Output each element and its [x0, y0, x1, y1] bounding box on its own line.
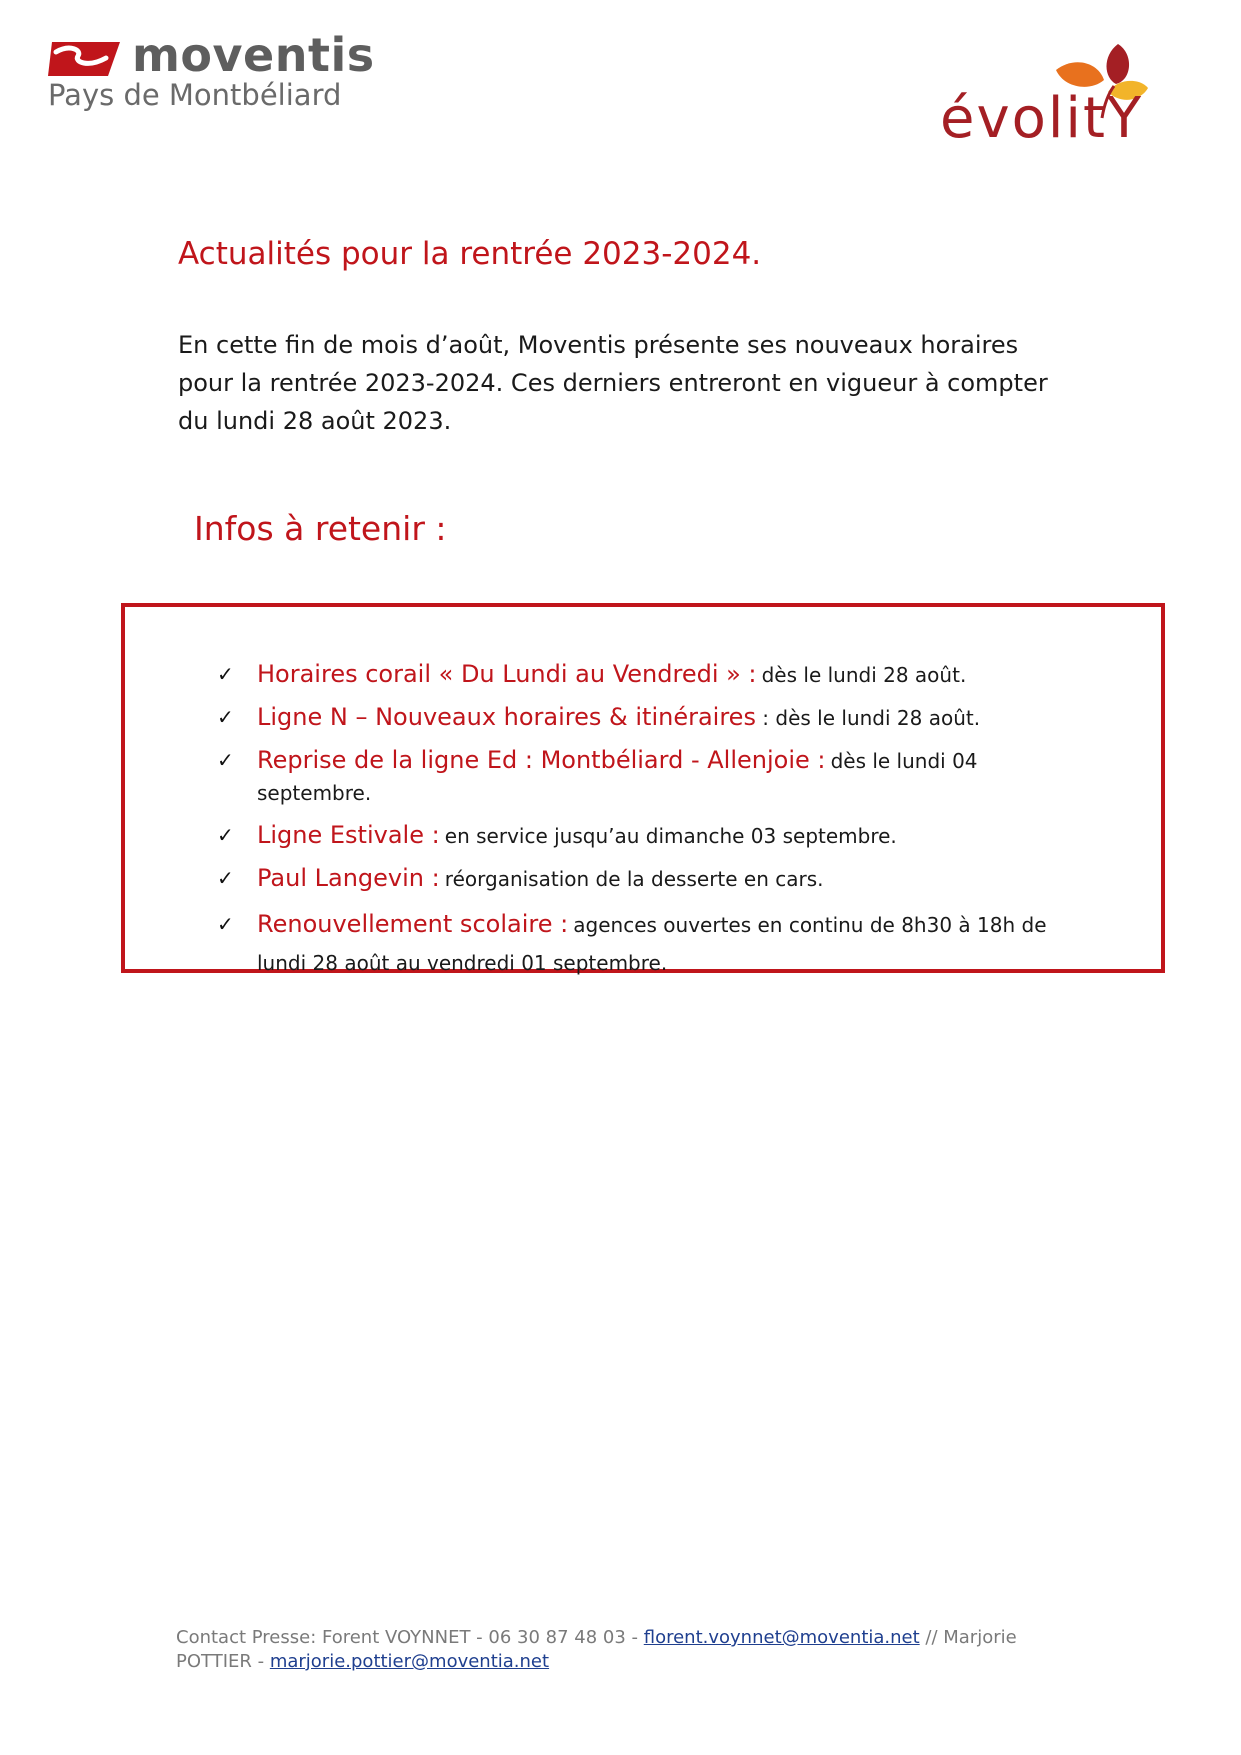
list-item: [217, 820, 1077, 853]
email-link-florent[interactable]: florent.voynnet@moventia.net: [643, 1627, 920, 1648]
info-box: [121, 603, 1165, 973]
item-text: réorganisation de la desserte en cars.: [444, 867, 824, 891]
infos-heading: Infos à retenir :: [194, 509, 447, 548]
list-item: [217, 702, 1077, 735]
document-title: Actualités pour la rentrée 2023-2024.: [178, 236, 762, 272]
item-label: Horaires corail « Du Lundi au Vendredi » :: [257, 660, 757, 688]
list-item: [217, 863, 1077, 896]
contact-middle: // Marjorie POTTIER -: [176, 1627, 1017, 1672]
brand-name: moventis: [132, 28, 375, 82]
list-item: [217, 745, 1077, 810]
item-label: Ligne N – Nouveaux horaires & itinéraires: [257, 703, 756, 731]
info-list: [217, 659, 1077, 993]
item-text: agences ouvertes en continu de 8h30 à 18h de lundi 28 août au vendredi 01 septembre.: [257, 913, 1047, 975]
item-label: Ligne Estivale :: [257, 821, 440, 849]
item-label: Paul Langevin :: [257, 864, 440, 892]
item-text: : dès le lundi 28 août.: [755, 706, 981, 730]
moventis-logo: [48, 28, 375, 124]
check-icon: ✓: [217, 705, 234, 729]
item-text: dès le lundi 28 août.: [761, 663, 967, 687]
check-icon: ✓: [217, 866, 234, 890]
evolity-logo: [940, 40, 1160, 155]
press-contact: [176, 1626, 1076, 1674]
email-link-marjorie[interactable]: marjorie.pottier@moventia.net: [269, 1651, 550, 1672]
list-item: [217, 906, 1077, 983]
partner-name: évolitY: [940, 86, 1144, 151]
item-text: dès le lundi 04 septembre.: [257, 749, 978, 805]
item-label: Renouvellement scolaire :: [257, 910, 569, 938]
item-label: Reprise de la ligne Ed : Montbéliard - Allenjoie :: [257, 746, 826, 774]
check-icon: ✓: [217, 823, 234, 847]
list-item: [217, 659, 1077, 692]
check-icon: ✓: [217, 748, 234, 772]
item-text: en service jusqu’au dimanche 03 septembre.: [444, 824, 897, 848]
contact-prefix: Contact Presse: Forent VOYNNET - 06 30 87 48 03 -: [176, 1627, 644, 1648]
intro-paragraph: En cette fin de mois d’août, Moventis présente ses nouveaux horaires pour la rentrée 2023-2024. Ces derniers entreront en vigueur à compter du lundi 28 août 2023.: [178, 331, 1048, 435]
brand-subtitle: Pays de Montbéliard: [48, 78, 342, 112]
check-icon: ✓: [217, 912, 234, 936]
check-icon: ✓: [217, 662, 234, 686]
moventis-mark-icon: [48, 42, 120, 76]
